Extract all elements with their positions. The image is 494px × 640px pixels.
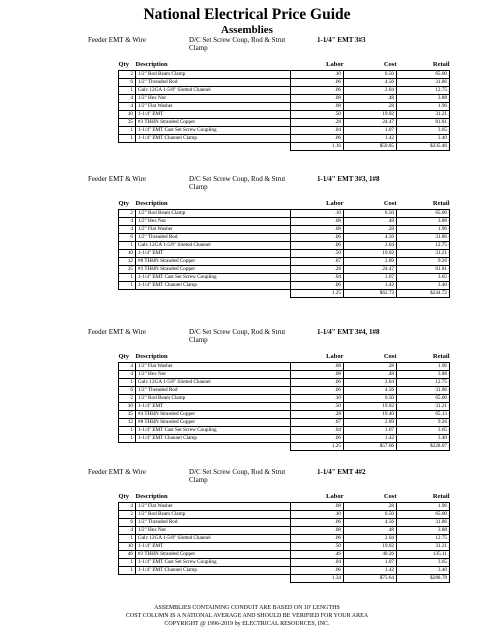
cell-qty: 2 — [119, 71, 136, 79]
cell-retail: 65.00 — [397, 210, 450, 218]
cell-retail: 135.11 — [397, 551, 450, 559]
cell-cost: .48 — [344, 218, 397, 226]
assembly-table — [118, 490, 450, 583]
assembly-code: 1-1/4" EMT 3#3 — [317, 36, 366, 44]
column-header-description: Description — [136, 197, 291, 210]
assembly-block — [0, 175, 494, 298]
cell-retail: 31.86 — [397, 79, 450, 87]
cell-description: 1/2" Threaded Rod — [136, 519, 291, 527]
total-row — [119, 575, 450, 583]
assembly-description: D/C Set Screw Coup, Rod & Strut Clamp — [189, 328, 286, 344]
cell-cost: .28 — [344, 226, 397, 234]
cell-qty: 1 — [119, 242, 136, 250]
cell-labor: .50 — [291, 543, 344, 551]
page-title: National Electrical Price Guide — [143, 6, 351, 23]
cell-qty: 46 — [119, 551, 136, 559]
cell-retail: 12.75 — [397, 379, 450, 387]
column-header-labor: Labor — [291, 197, 344, 210]
cell-qty: 1 — [119, 274, 136, 282]
cell-description: 1/2" Hex Nut — [136, 95, 291, 103]
cell-description: Galv 12GA 1-5/8" Slotted Channel — [136, 242, 291, 250]
column-header-labor: Labor — [291, 350, 344, 363]
column-header-retail: Retail — [397, 350, 450, 363]
table-row — [119, 95, 450, 103]
cell-cost: 19.02 — [344, 111, 397, 119]
column-header-qty: Qty — [119, 197, 136, 210]
cell-cost: 1.07 — [344, 274, 397, 282]
cell-labor: .50 — [291, 250, 344, 258]
cell-labor: .08 — [291, 95, 344, 103]
cell-cost: 4.56 — [344, 519, 397, 527]
table-row — [119, 135, 450, 143]
cell-description: 1/2" Threaded Rod — [136, 387, 291, 395]
cell-description: 1-1/4" EMT Cast Set Screw Coupling — [136, 427, 291, 435]
column-header-description: Description — [136, 490, 291, 503]
cell-retail: 81.81 — [397, 266, 450, 274]
assembly-code: 1-1/4" EMT 3#3, 1#8 — [317, 175, 380, 183]
cell-retail: 31.86 — [397, 519, 450, 527]
cell-description: 1-1/4" EMT — [136, 111, 291, 119]
table-row — [119, 567, 450, 575]
cell-retail: 12.75 — [397, 87, 450, 95]
cell-retail: 1.96 — [397, 226, 450, 234]
cell-qty: 4 — [119, 527, 136, 535]
table-row — [119, 559, 450, 567]
cell-labor: .06 — [291, 135, 344, 143]
table-row — [119, 210, 450, 218]
cell-cost: 4.56 — [344, 79, 397, 87]
cell-qty: 4 — [119, 363, 136, 371]
cell-retail: 3.65 — [397, 559, 450, 567]
cell-description: 1/2" Rod Beam Clamp — [136, 395, 291, 403]
assembly-table — [118, 350, 450, 451]
assembly-code: 1-1/4" EMT 3#4, 1#8 — [317, 328, 380, 336]
assembly-description: D/C Set Screw Coup, Rod & Strut Clamp — [189, 175, 286, 191]
cell-cost: 2.04 — [344, 535, 397, 543]
cell-cost: 1.42 — [344, 135, 397, 143]
column-header-qty: Qty — [119, 350, 136, 363]
cell-labor: .08 — [291, 103, 344, 111]
assembly-category: Feeder EMT & Wire — [88, 328, 146, 336]
cell-retail: 9.26 — [397, 419, 450, 427]
table-row — [119, 551, 450, 559]
cell-qty: 12 — [119, 419, 136, 427]
cell-retail: 31.21 — [397, 543, 450, 551]
cell-retail: 31.21 — [397, 111, 450, 119]
table-row — [119, 427, 450, 435]
cell-cost: .28 — [344, 363, 397, 371]
total-cost: $57.66 — [344, 443, 397, 451]
page-subtitle: Assemblies — [221, 24, 273, 36]
table-row — [119, 79, 450, 87]
cell-description: 1-1/4" EMT — [136, 403, 291, 411]
cell-description: 1-1/4" EMT Channel Clamp — [136, 567, 291, 575]
table-row — [119, 379, 450, 387]
table-row — [119, 119, 450, 127]
cell-retail: 3.88 — [397, 95, 450, 103]
assembly-header — [0, 468, 494, 490]
cell-labor: .07 — [291, 258, 344, 266]
total-retail: $228.07 — [397, 443, 450, 451]
table-row — [119, 419, 450, 427]
cell-description: #3 THHN Stranded Copper — [136, 119, 291, 127]
cell-description: 1-1/4" EMT Cast Set Screw Coupling — [136, 559, 291, 567]
cell-retail: 31.86 — [397, 387, 450, 395]
assembly-block — [0, 468, 494, 583]
cell-description: #8 THHN Stranded Copper — [136, 258, 291, 266]
column-header-labor: Labor — [291, 490, 344, 503]
table-row — [119, 387, 450, 395]
assembly-description: D/C Set Screw Coup, Rod & Strut Clamp — [189, 468, 286, 484]
assembly-table — [118, 197, 450, 298]
cell-qty: 12 — [119, 258, 136, 266]
total-retail: $235.46 — [397, 143, 450, 151]
cell-description: 1/2" Threaded Rod — [136, 234, 291, 242]
column-header-description: Description — [136, 350, 291, 363]
cell-labor: .06 — [291, 387, 344, 395]
table-header-row — [119, 350, 450, 363]
cell-retail: 3.88 — [397, 371, 450, 379]
cell-qty: 35 — [119, 411, 136, 419]
table-row — [119, 519, 450, 527]
cell-qty: 6 — [119, 387, 136, 395]
cell-labor: .50 — [291, 111, 344, 119]
table-row — [119, 371, 450, 379]
cell-description: #8 THHN Stranded Copper — [136, 419, 291, 427]
cell-qty: 1 — [119, 282, 136, 290]
total-labor: 1.16 — [291, 143, 344, 151]
cell-labor: .07 — [291, 419, 344, 427]
cell-cost: 1.42 — [344, 435, 397, 443]
cell-retail: 3.65 — [397, 274, 450, 282]
cell-cost: 19.02 — [344, 403, 397, 411]
cell-qty: 35 — [119, 266, 136, 274]
cell-description: 1/2" Flat Washer — [136, 363, 291, 371]
column-header-qty: Qty — [119, 58, 136, 71]
cell-description: 1-1/4" EMT — [136, 250, 291, 258]
table-row — [119, 226, 450, 234]
cell-qty: 4 — [119, 95, 136, 103]
column-header-qty: Qty — [119, 490, 136, 503]
cell-qty: 2 — [119, 210, 136, 218]
cell-description: #2 THHN Stranded Copper — [136, 551, 291, 559]
cell-qty: 10 — [119, 250, 136, 258]
cell-description: 1/2" Flat Washer — [136, 503, 291, 511]
cell-labor: .28 — [291, 411, 344, 419]
column-header-cost: Cost — [344, 350, 397, 363]
cell-labor: .06 — [291, 79, 344, 87]
assembly-block — [0, 328, 494, 451]
table-row — [119, 395, 450, 403]
cell-description: 1-1/4" EMT Channel Clamp — [136, 282, 291, 290]
table-header-row — [119, 490, 450, 503]
cell-cost: 1.42 — [344, 282, 397, 290]
cell-cost: 6.50 — [344, 71, 397, 79]
cell-qty: 4 — [119, 371, 136, 379]
table-row — [119, 234, 450, 242]
table-row — [119, 111, 450, 119]
cell-retail: 31.21 — [397, 403, 450, 411]
cell-labor: .06 — [291, 535, 344, 543]
cell-labor: .10 — [291, 210, 344, 218]
cell-qty: 10 — [119, 111, 136, 119]
total-labor: 1.25 — [291, 290, 344, 298]
footer-line: COPYRIGHT @ 1996-2019 by ELECTRICAL RESOURCES, INC. — [164, 621, 330, 627]
cell-qty: 1 — [119, 127, 136, 135]
cell-cost: 40.26 — [344, 551, 397, 559]
column-header-description: Description — [136, 58, 291, 71]
total-row — [119, 143, 450, 151]
cell-retail: 3.40 — [397, 282, 450, 290]
cell-qty: 4 — [119, 503, 136, 511]
assembly-table — [118, 58, 450, 151]
column-header-cost: Cost — [344, 58, 397, 71]
cell-retail: 31.21 — [397, 250, 450, 258]
cell-labor: .28 — [291, 119, 344, 127]
total-retail: $244.72 — [397, 290, 450, 298]
total-row — [119, 443, 450, 451]
cell-retail: 12.75 — [397, 535, 450, 543]
cell-cost: 2.04 — [344, 242, 397, 250]
cell-cost: 1.42 — [344, 567, 397, 575]
table-row — [119, 511, 450, 519]
cell-retail: 3.65 — [397, 427, 450, 435]
cell-retail: 3.40 — [397, 435, 450, 443]
table-row — [119, 282, 450, 290]
cell-cost: 1.07 — [344, 127, 397, 135]
cell-retail: 65.00 — [397, 395, 450, 403]
cell-cost: .48 — [344, 527, 397, 535]
cell-retail: 3.40 — [397, 567, 450, 575]
table-row — [119, 363, 450, 371]
cell-description: 1-1/4" EMT Cast Set Screw Coupling — [136, 274, 291, 282]
cell-cost: 1.07 — [344, 427, 397, 435]
cell-description: 1/2" Rod Beam Clamp — [136, 210, 291, 218]
cell-retail: 65.00 — [397, 511, 450, 519]
cell-description: Galv 12GA 1-5/8" Slotted Channel — [136, 535, 291, 543]
total-labor: 1.34 — [291, 575, 344, 583]
cell-description: #4 THHN Stranded Copper — [136, 411, 291, 419]
cell-qty: 6 — [119, 234, 136, 242]
table-row — [119, 266, 450, 274]
cell-description: 1-1/4" EMT — [136, 543, 291, 551]
table-row — [119, 435, 450, 443]
column-header-retail: Retail — [397, 197, 450, 210]
cell-labor: .08 — [291, 503, 344, 511]
cell-labor: .28 — [291, 266, 344, 274]
cell-description: 1/2" Flat Washer — [136, 103, 291, 111]
cell-qty: 35 — [119, 119, 136, 127]
cell-cost: 6.50 — [344, 511, 397, 519]
cell-labor: .08 — [291, 363, 344, 371]
cell-retail: 1.96 — [397, 503, 450, 511]
cell-retail: 3.88 — [397, 218, 450, 226]
cell-retail: 1.96 — [397, 103, 450, 111]
cell-qty: 6 — [119, 519, 136, 527]
column-header-cost: Cost — [344, 197, 397, 210]
cell-qty: 10 — [119, 403, 136, 411]
cell-retail: 65.13 — [397, 411, 450, 419]
cell-qty: 4 — [119, 218, 136, 226]
cell-retail: 3.65 — [397, 127, 450, 135]
assembly-block — [0, 36, 494, 151]
total-labor: 1.25 — [291, 443, 344, 451]
cell-description: 1-1/4" EMT Cast Set Screw Coupling — [136, 127, 291, 135]
cell-description: 1/2" Hex Nut — [136, 527, 291, 535]
cell-labor: .06 — [291, 519, 344, 527]
table-row — [119, 103, 450, 111]
cell-labor: .06 — [291, 282, 344, 290]
cell-qty: 1 — [119, 535, 136, 543]
cell-labor: .06 — [291, 242, 344, 250]
assembly-header — [0, 36, 494, 58]
total-cost: $59.85 — [344, 143, 397, 151]
cell-qty: 4 — [119, 226, 136, 234]
cell-cost: 2.89 — [344, 258, 397, 266]
cell-cost: .28 — [344, 503, 397, 511]
assembly-header — [0, 328, 494, 350]
table-row — [119, 250, 450, 258]
cell-cost: .48 — [344, 95, 397, 103]
cell-qty: 1 — [119, 427, 136, 435]
cell-labor: .46 — [291, 551, 344, 559]
footer-line: ASSEMBLIES CONTAINING CONDUIT ARE BASED ON 10' LENGTHS — [154, 605, 340, 611]
cell-cost: 19.02 — [344, 250, 397, 258]
cell-cost: 2.04 — [344, 379, 397, 387]
cell-labor: .10 — [291, 511, 344, 519]
total-retail: $288.78 — [397, 575, 450, 583]
cell-retail: 3.40 — [397, 135, 450, 143]
cell-cost: 1.07 — [344, 559, 397, 567]
assembly-header — [0, 175, 494, 197]
cell-qty: 1 — [119, 559, 136, 567]
cell-qty: 1 — [119, 135, 136, 143]
cell-retail: 31.86 — [397, 234, 450, 242]
cell-qty: 1 — [119, 379, 136, 387]
footer-line: COST COLUMN IS A NATIONAL AVERAGE AND SHOULD BE VERIFIED FOR YOUR AREA — [125, 613, 369, 619]
assembly-code: 1-1/4" EMT 4#2 — [317, 468, 366, 476]
cell-retail: 1.96 — [397, 363, 450, 371]
cell-retail: 3.88 — [397, 527, 450, 535]
cell-qty: 1 — [119, 87, 136, 95]
table-row — [119, 543, 450, 551]
cell-qty: 10 — [119, 543, 136, 551]
table-row — [119, 403, 450, 411]
cell-labor: .06 — [291, 234, 344, 242]
table-row — [119, 411, 450, 419]
table-header-row — [119, 58, 450, 71]
table-row — [119, 127, 450, 135]
cell-description: 1/2" Rod Beam Clamp — [136, 511, 291, 519]
cell-labor: .08 — [291, 371, 344, 379]
cell-cost: 19.02 — [344, 543, 397, 551]
table-row — [119, 87, 450, 95]
table-row — [119, 218, 450, 226]
cell-qty: 2 — [119, 511, 136, 519]
cell-labor: .04 — [291, 427, 344, 435]
cell-cost: .48 — [344, 371, 397, 379]
assembly-description: D/C Set Screw Coup, Rod & Strut Clamp — [189, 36, 286, 52]
cell-labor: .08 — [291, 527, 344, 535]
table-row — [119, 527, 450, 535]
total-cost: $62.73 — [344, 290, 397, 298]
cell-labor: .08 — [291, 226, 344, 234]
cell-cost: 24.47 — [344, 119, 397, 127]
cell-cost: 4.56 — [344, 387, 397, 395]
table-row — [119, 258, 450, 266]
cell-cost: 19.40 — [344, 411, 397, 419]
cell-description: 1/2" Threaded Rod — [136, 79, 291, 87]
cell-description: 1-1/4" EMT Channel Clamp — [136, 135, 291, 143]
table-row — [119, 71, 450, 79]
total-row — [119, 290, 450, 298]
cell-qty: 1 — [119, 435, 136, 443]
cell-qty: 4 — [119, 103, 136, 111]
cell-description: #3 THHN Stranded Copper — [136, 266, 291, 274]
column-header-labor: Labor — [291, 58, 344, 71]
assembly-category: Feeder EMT & Wire — [88, 468, 146, 476]
cell-description: 1/2" Rod Beam Clamp — [136, 71, 291, 79]
cell-description: 1/2" Hex Nut — [136, 218, 291, 226]
column-header-retail: Retail — [397, 490, 450, 503]
table-row — [119, 503, 450, 511]
cell-cost: 6.50 — [344, 210, 397, 218]
cell-cost: 2.89 — [344, 419, 397, 427]
column-header-retail: Retail — [397, 58, 450, 71]
cell-cost: 24.47 — [344, 266, 397, 274]
table-row — [119, 274, 450, 282]
table-row — [119, 535, 450, 543]
cell-labor: .50 — [291, 403, 344, 411]
cell-labor: .04 — [291, 274, 344, 282]
cell-labor: .04 — [291, 559, 344, 567]
cell-labor: .06 — [291, 379, 344, 387]
cell-labor: .06 — [291, 567, 344, 575]
cell-description: 1/2" Flat Washer — [136, 226, 291, 234]
cell-retail: 81.81 — [397, 119, 450, 127]
cell-cost: 2.04 — [344, 87, 397, 95]
cell-description: Galv 12GA 1-5/8" Slotted Channel — [136, 87, 291, 95]
cell-labor: .10 — [291, 395, 344, 403]
cell-labor: .10 — [291, 71, 344, 79]
cell-labor: .04 — [291, 127, 344, 135]
column-header-cost: Cost — [344, 490, 397, 503]
cell-labor: .08 — [291, 218, 344, 226]
cell-qty: 6 — [119, 79, 136, 87]
cell-retail: 65.00 — [397, 71, 450, 79]
cell-qty: 2 — [119, 395, 136, 403]
total-cost: $75.64 — [344, 575, 397, 583]
cell-qty: 1 — [119, 567, 136, 575]
assembly-category: Feeder EMT & Wire — [88, 36, 146, 44]
cell-description: 1-1/4" EMT Channel Clamp — [136, 435, 291, 443]
cell-description: 1/2" Hex Nut — [136, 371, 291, 379]
cell-labor: .06 — [291, 87, 344, 95]
table-header-row — [119, 197, 450, 210]
cell-cost: .28 — [344, 103, 397, 111]
cell-labor: .06 — [291, 435, 344, 443]
table-row — [119, 242, 450, 250]
cell-description: Galv 12GA 1-5/8" Slotted Channel — [136, 379, 291, 387]
assembly-category: Feeder EMT & Wire — [88, 175, 146, 183]
cell-cost: 4.56 — [344, 234, 397, 242]
page-footer — [0, 604, 494, 628]
cell-retail: 12.75 — [397, 242, 450, 250]
cell-cost: 6.50 — [344, 395, 397, 403]
cell-retail: 9.26 — [397, 258, 450, 266]
